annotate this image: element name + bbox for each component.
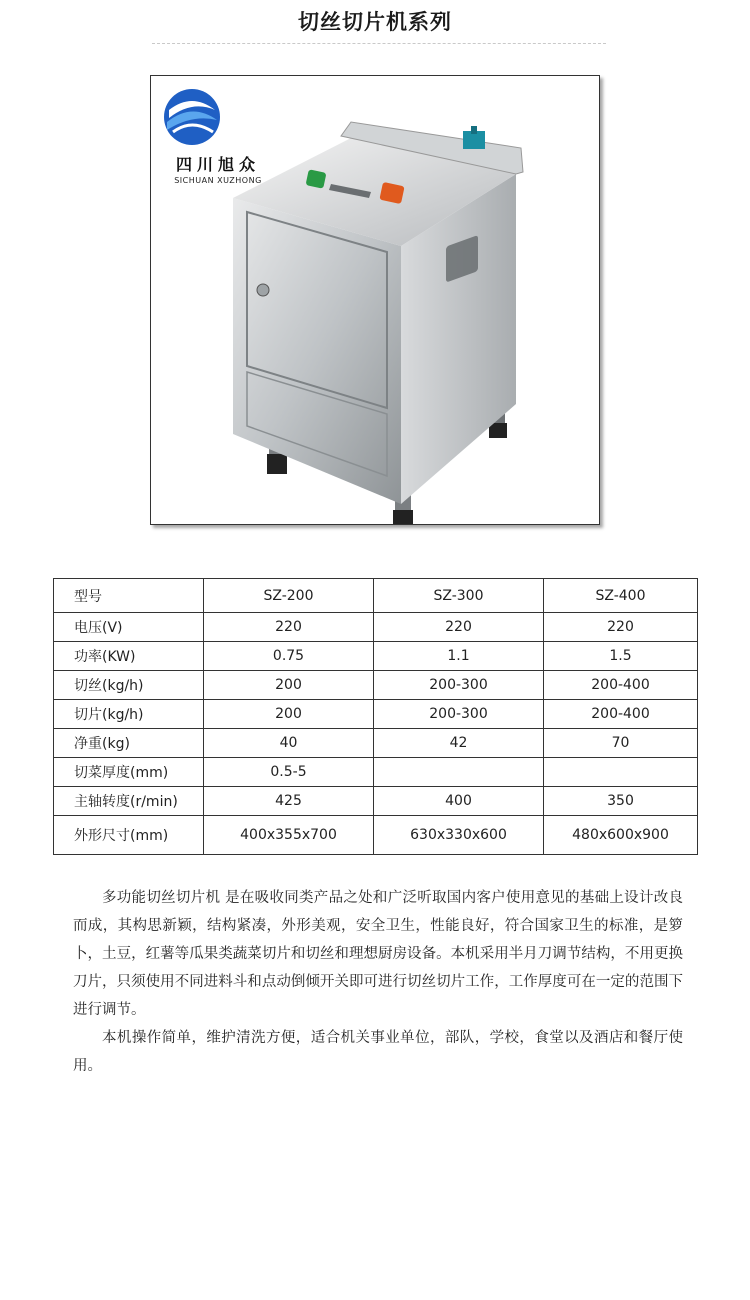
spec-label: 切丝(kg/h) (54, 671, 204, 700)
spec-value: 400 (374, 787, 544, 816)
brand-name-cn: 四川旭众 (175, 155, 260, 174)
title-divider (152, 43, 606, 44)
product-description (73, 884, 683, 1080)
spec-value: 200-400 (544, 700, 698, 729)
spec-value: 425 (204, 787, 374, 816)
spec-value: 220 (374, 613, 544, 642)
spec-value: 400x355x700 (204, 816, 374, 855)
brand-name-en: SICHUAN XUZHONG (174, 176, 262, 185)
spec-value: 200-300 (374, 671, 544, 700)
description-paragraph: 本机操作简单，维护清洗方便，适合机关事业单位，部队，学校，食堂以及酒店和餐厅使用。 (73, 1030, 683, 1074)
spec-label: 净重(kg) (54, 729, 204, 758)
spec-label: 外形尺寸(mm) (54, 816, 204, 855)
page-title: 切丝切片机系列 (298, 10, 452, 34)
spec-value: 200 (204, 700, 374, 729)
front-panel (233, 198, 401, 504)
spec-value (544, 758, 698, 787)
product-photo (150, 75, 600, 525)
brand-globe-icon (163, 88, 221, 146)
spec-header-cell: SZ-300 (374, 579, 544, 613)
spec-value: 0.75 (204, 642, 374, 671)
spec-row (54, 642, 698, 671)
spec-value: 220 (204, 613, 374, 642)
spec-row (54, 758, 698, 787)
spec-value: 350 (544, 787, 698, 816)
spec-row (54, 729, 698, 758)
spec-header-cell: SZ-400 (544, 579, 698, 613)
spec-label: 功率(KW) (54, 642, 204, 671)
spec-row (54, 613, 698, 642)
spec-value: 42 (374, 729, 544, 758)
spec-value: 0.5-5 (204, 758, 374, 787)
spec-value: 200-300 (374, 700, 544, 729)
spec-value: 630x330x600 (374, 816, 544, 855)
spec-value: 40 (204, 729, 374, 758)
spec-row (54, 671, 698, 700)
spec-value: 200-400 (544, 671, 698, 700)
spec-row (54, 700, 698, 729)
spec-value: 1.5 (544, 642, 698, 671)
door-knob (257, 284, 269, 296)
spec-label: 主轴转度(r/min) (54, 787, 204, 816)
spec-header-cell: SZ-200 (204, 579, 374, 613)
description-paragraph: 多功能切丝切片机 是在吸收同类产品之处和广泛听取国内客户使用意见的基础上设计改良而成，其构思新颖，结构紧凑，外形美观，安全卫生，性能良好，符合国家卫生的标准，是箩卜，土豆，红薯等瓜果类蔬菜切片和切丝和理想厨房设备。本机采用半月刀调节结构，不用更换刀片，只须使用不同进料斗和点动倒倾开关即可进行切丝切片工作，工作厚度可在一定的范围下进行调节。 (73, 890, 683, 1018)
spec-table (53, 578, 698, 855)
spec-header-cell: 型号 (54, 579, 204, 613)
spec-value: 1.1 (374, 642, 544, 671)
spec-value: 70 (544, 729, 698, 758)
spec-label: 切片(kg/h) (54, 700, 204, 729)
spec-row (54, 816, 698, 855)
brand-logo (163, 88, 273, 188)
spec-value (374, 758, 544, 787)
spec-label: 电压(V) (54, 613, 204, 642)
spec-value: 480x600x900 (544, 816, 698, 855)
spec-label: 切菜厚度(mm) (54, 758, 204, 787)
spec-row (54, 787, 698, 816)
spec-value: 220 (544, 613, 698, 642)
spec-value: 200 (204, 671, 374, 700)
spec-header-row (54, 579, 698, 613)
